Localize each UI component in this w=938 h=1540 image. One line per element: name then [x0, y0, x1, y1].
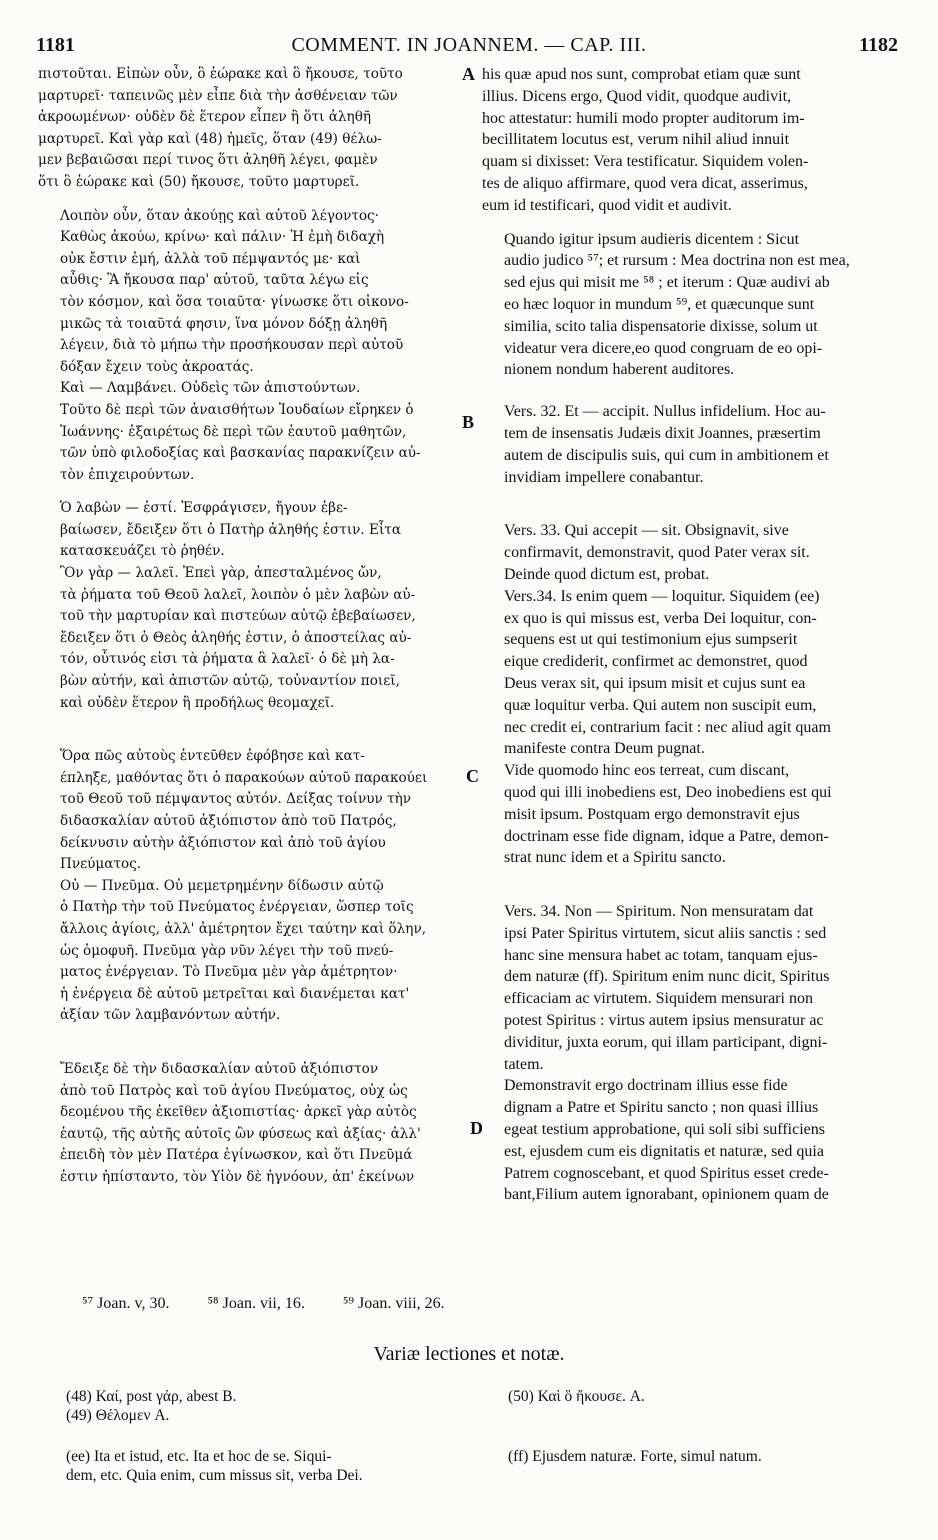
- text-line: nionem nondum haberent auditores.: [504, 361, 735, 379]
- text-line: διδασκαλίαν αὐτοῦ ἀξιόπιστον ἀπὸ τοῦ Πατρός,: [60, 813, 397, 829]
- text-line: Deus verax sit, qui ipsum misit et cujus sunt ea: [504, 674, 806, 692]
- text-line: ex quo is qui missus est, verba Dei loquitur, con-: [504, 609, 817, 627]
- text-line: ἐπειδὴ τὸν μὲν Πατέρα ἐγίνωσκον, καὶ ὅτι Πνεῦμά: [60, 1147, 413, 1164]
- text-line: μαρτυρεῖ· ταπεινῶς μὲν εἶπε διὰ τὴν ἀσθένειαν τῶν: [38, 87, 398, 104]
- text-line: μαρτυρεῖ. Καὶ γὰρ καὶ (48) ἡμεῖς, ὅταν (49) θέλω-: [38, 130, 382, 147]
- text-line: Deinde quod dictum est, probat.: [504, 565, 710, 583]
- greek-column: [38, 64, 458, 1189]
- text-line: Ὃν γὰρ — λαλεῖ. Ἐπεὶ γὰρ, ἀπεσταλμένος ὤν,: [60, 565, 382, 582]
- variant-48: (48) Καί, post γάρ, abest B.: [66, 1388, 237, 1405]
- text-line: ipsi Pater Spiritus virtutem, sicut aliis sanctis : sed: [504, 924, 827, 942]
- text-line: Καὶ — Λαμβάνει. Οὐδεὶς τῶν ἀπιστούντων.: [60, 380, 361, 397]
- text-line: ὡς ὁμοφυῆ. Πνεῦμα γὰρ νῦν λέγει τὴν τοῦ πνεύ-: [60, 942, 394, 959]
- latin-paragraph-6: [482, 760, 902, 869]
- text-line: αὖθις· Ἃ ἤκουσα παρ' αὐτοῦ, ταῦτα λέγω εἰς: [60, 272, 369, 289]
- text-line: sed ejus qui misit me ⁵⁸ ; et iterum : Quæ audivi ab: [504, 274, 830, 292]
- latin-paragraph-7: [482, 901, 902, 1075]
- page-number-left: 1181: [36, 34, 75, 56]
- text-line: ὅτι ὃ ἑώρακε καὶ (50) ἤκουσε, τοῦτο μαρτυρεῖ.: [38, 173, 360, 190]
- note-ee: [66, 1447, 363, 1485]
- greek-paragraph-2: [38, 206, 458, 379]
- text-line: videatur vera dicere,eo quod congruam de eo opi-: [504, 339, 823, 357]
- greek-paragraph-3: [38, 378, 458, 486]
- text-line: Λοιπὸν οὖν, ὅταν ἀκούῃς καὶ αὐτοῦ λέγοντος·: [60, 207, 379, 224]
- text-line: τῶν ὑπὸ φιλοδοξίας καὶ βασκανίας παρακνίζειν αὐ-: [60, 445, 421, 462]
- text-line: tatem.: [504, 1055, 544, 1073]
- text-line: τοῦ Θεοῦ τοῦ πέμψαντος αὐτόν. Δείξας τοίνυν τὴν: [60, 791, 412, 808]
- text-line: πιστοῦται. Εἰπὼν οὖν, ὃ ἑώρακε καὶ ὃ ἤκουσε, τοῦτο: [38, 66, 403, 82]
- text-line: tes de aliquo affirmare, quod vera dicat, asserimus,: [482, 174, 808, 192]
- note-ff: [508, 1447, 762, 1466]
- text-line: ἔδειξεν ὅτι ὁ Θεὸς ἀληθής ἐστιν, ὁ ἀποστείλας αὐ-: [60, 629, 412, 646]
- text-line: eo hæc loquor in mundum ⁵⁹, et quæcunque sunt: [504, 295, 815, 313]
- text-line: Οὐ — Πνεῦμα. Οὐ μεμετρημένην δίδωσιν αὐτῷ: [60, 877, 384, 894]
- text-line: Τοῦτο δὲ περὶ τῶν ἀναισθήτων Ἰουδαίων εἴρηκεν ὁ: [60, 401, 414, 418]
- text-line: δείκνυσιν αὐτὴν ἀξιόπιστον καὶ ἀπὸ τοῦ ἁγίου: [60, 834, 386, 851]
- text-line: τόν, οὗτινός εἰσι τὰ ῥήματα ἃ λαλεῖ· ὁ δὲ μὴ λα-: [60, 651, 395, 668]
- text-line: dividitur, juxta eorum, qui illam participant, digni-: [504, 1033, 828, 1051]
- text-line: strat nunc idem et a Spiritu sancto.: [504, 849, 726, 867]
- text-line: eum id testificari, quod vidit et audivit.: [482, 196, 732, 214]
- text-line: Vers. 33. Qui accepit — sit. Obsignavit, sive: [504, 522, 789, 540]
- latin-paragraph-3: [482, 401, 902, 488]
- text-line: ἀκροωμένων· οὐδὲν δὲ ἕτερον εἶπεν ἢ ὅτι ἀληθῆ: [38, 109, 372, 126]
- section-marker-a: A: [462, 64, 475, 84]
- text-line: τὸν κόσμον, καὶ ὅσα τοιαῦτα· γίνωσκε ὅτι οἰκονο-: [60, 293, 409, 310]
- note-ee-line-2: dem, etc. Quia enim, cum missus sit, verba Dei.: [66, 1467, 363, 1484]
- text-line: egeat testium approbatione, qui soli sibi sufficiens: [504, 1121, 825, 1139]
- text-line: δόξαν ἔχειν τοὺς ἀκροατάς.: [60, 358, 254, 375]
- note-ff-line: (ff) Ejusdem naturæ. Forte, simul natum.: [508, 1448, 762, 1465]
- note-ee-line-1: (ee) Ita et istud, etc. Ita et hoc de se. Siqui-: [66, 1448, 332, 1465]
- text-line: τὸν ἐπιχειρούντων.: [60, 466, 195, 483]
- text-line: hoc attestatur: humili modo propter auditorum im-: [482, 109, 805, 127]
- text-line: ἀξίαν τῶν λαμβανόντων αὐτήν.: [60, 1007, 281, 1024]
- variant-49: (49) Θέλομεν A.: [66, 1407, 170, 1424]
- greek-paragraph-1: [38, 64, 458, 194]
- text-line: misit ipsum. Postquam ergo demonstravit ejus: [504, 805, 800, 823]
- text-line: manifeste contra Deum pugnat.: [504, 740, 705, 758]
- text-line: ἀπὸ τοῦ Πατρὸς καὶ τοῦ ἁγίου Πνεύματος, οὐχ ὡς: [60, 1082, 408, 1099]
- text-line: Ἰωάννης· ἐξαιρέτως δὲ περὶ τῶν ἑαυτοῦ μαθητῶν,: [60, 423, 407, 440]
- text-line: ἑαυτῷ, τῆς αὐτῆς αὐτοῖς ὢν φύσεως καὶ ἀξίας· ἀλλ': [60, 1125, 421, 1142]
- greek-paragraph-7: [38, 876, 458, 1027]
- text-line: Demonstravit ergo doctrinam illius esse fide: [504, 1077, 788, 1095]
- text-line: Ὁ λαβὼν — ἐστί. Ἐσφράγισεν, ἤγουν ἐβε-: [60, 500, 348, 517]
- footnote-58: ⁵⁸ Joan. vii, 16.: [207, 1295, 305, 1312]
- section-marker-d: D: [470, 1118, 483, 1138]
- text-line: dem naturæ (ff). Spiritum enim nunc dicit, Spiritus: [504, 968, 830, 986]
- greek-paragraph-6: [38, 746, 458, 876]
- variae-left: [66, 1387, 236, 1425]
- latin-paragraph-8: [482, 1075, 902, 1206]
- latin-paragraph-1: [482, 64, 902, 217]
- text-line: κατασκευάζει τὸ ῥηθέν.: [60, 543, 225, 560]
- text-line: βαίωσεν, ἔδειξεν ὅτι ὁ Πατὴρ ἀληθής ἐστιν. Εἶτα: [60, 521, 402, 538]
- text-line: οὐκ ἔστιν ἐμή, ἀλλὰ τοῦ πέμψαντός με· καὶ: [60, 250, 361, 267]
- text-line: βὼν αὐτήν, καὶ ἀπιστῶν αὐτῷ, τοὐναντίον ποιεῖ,: [60, 673, 400, 690]
- text-line: illius. Dicens ergo, Quod vidit, quodque audivit,: [482, 87, 792, 105]
- footnote-59: ⁵⁹ Joan. viii, 26.: [342, 1295, 445, 1312]
- text-line: Vers. 34. Non — Spiritum. Non mensuratam dat: [504, 903, 814, 921]
- latin-paragraph-2: [482, 229, 902, 382]
- text-line: ματος ἐνέργειαν. Τὸ Πνεῦμα μὲν γὰρ ἀμέτρητον·: [60, 964, 398, 981]
- text-line: invidiam impellere conabantur.: [504, 468, 704, 486]
- text-line: Πνεύματος.: [60, 856, 142, 873]
- text-line: Vide quomodo hinc eos terreat, cum discant,: [504, 762, 790, 780]
- text-line: Vers.34. Is enim quem — loquitur. Siquidem (ee): [504, 587, 820, 605]
- text-line: Quando igitur ipsum audieris dicentem : Sicut: [504, 230, 800, 248]
- running-title: COMMENT. IN JOANNEM. — CAP. III.: [291, 34, 647, 56]
- text-line: δεομένου τῆς ἐκεῖθεν ἀξιοπιστίας· ἀρκεῖ γὰρ αὐτὸς: [60, 1104, 417, 1121]
- text-line: quod qui illi inobediens est, Deo inobediens est qui: [504, 783, 832, 801]
- text-line: bant,Filium autem ignorabant, opinionem quam de: [504, 1186, 829, 1204]
- text-line: potest Spiritus : virtus autem ipsius mensuratur ac: [504, 1012, 824, 1030]
- latin-column: [482, 64, 902, 1206]
- text-line: Ἔδειξε δὲ τὴν διδασκαλίαν αὐτοῦ ἀξιόπιστον: [60, 1060, 379, 1077]
- footnote-references: [82, 1295, 479, 1313]
- text-line: doctrinam esse fide dignam, idque a Patre, demon-: [504, 827, 829, 845]
- variant-50: (50) Καὶ ὃ ἤκουσε. A.: [508, 1388, 645, 1405]
- text-line: becillitatem locutus est, verum nihil aliud innuit: [482, 131, 790, 149]
- text-line: μικῶς τὰ τοιαῦτά φησιν, ἵνα μόνον δόξῃ ἀληθῆ: [60, 315, 388, 332]
- text-line: ἄλλοις ἁγίοις, ἀλλ' ἀμέτρητον ἔχει ταύτην καὶ ὅλην,: [60, 920, 427, 937]
- latin-paragraph-5: [482, 586, 902, 760]
- text-line: quam si dixisset: Vera testificatur. Siquidem volen-: [482, 153, 809, 171]
- text-line: καὶ οὐδὲν ἕτερον ἢ προδήλως θεομαχεῖ.: [60, 694, 335, 711]
- footnote-57: ⁵⁷ Joan. v, 30.: [82, 1295, 170, 1312]
- text-line: quæ loquitur verba. Qui autem non suscipit eum,: [504, 696, 817, 714]
- text-line: similia, scito talia dispensatorie dixisse, solum ut: [504, 317, 818, 335]
- text-line: hanc sine mensura habet ac totam, tanquam ejus-: [504, 946, 818, 964]
- text-line: Vers. 32. Et — accipit. Nullus infidelium. Hoc au-: [504, 403, 826, 421]
- variae-right: [508, 1387, 645, 1406]
- variae-lectiones-title: Variæ lectiones et notæ.: [373, 1343, 565, 1365]
- text-line: dignam a Patre et Spiritu sancto ; non quasi illius: [504, 1099, 819, 1117]
- section-marker-c: C: [466, 766, 479, 786]
- greek-paragraph-8: [38, 1059, 458, 1189]
- text-line: έπληξε, μαθόντας ὅτι ὁ παρακούων αὐτοῦ παρακούει: [60, 769, 428, 786]
- text-line: confirmavit, demonstravit, quod Pater verax sit.: [504, 544, 810, 562]
- running-header: [0, 34, 938, 62]
- text-line: tem de insensatis Judæis dixit Joannes, præsertim: [504, 424, 821, 442]
- greek-paragraph-5: [38, 563, 458, 714]
- text-line: efficaciam ac virtutem. Siquidem mensurari non: [504, 990, 813, 1008]
- text-line: autem de discipulis suis, qui cum in ambitionem et: [504, 446, 829, 464]
- text-line: Ὅρα πῶς αὐτοὺς ἐντεῦθεν ἐφόβησε καὶ κατ-: [60, 748, 365, 765]
- text-line: Patrem cognoscebant, et quod Spiritus esset crede-: [504, 1164, 829, 1182]
- text-line: ἐστιν ἠπίσταντο, τὸν Υἱὸν δὲ ἠγνόουν, ἀπ' ἐκείνων: [60, 1168, 415, 1185]
- text-line: his quæ apud nos sunt, comprobat etiam quæ sunt: [482, 66, 801, 83]
- greek-paragraph-4: [38, 498, 458, 563]
- text-line: eique crediderit, confirmet ac demonstret, quod: [504, 653, 808, 671]
- text-line: Καθὼς ἀκούω, κρίνω· καὶ πάλιν· Ἡ ἐμὴ διδαχὴ: [60, 229, 385, 246]
- text-line: τὰ ῥήματα τοῦ Θεοῦ λαλεῖ, λοιπὸν ὁ μὲν λαβὼν αὐ-: [60, 586, 416, 603]
- page-number-right: 1182: [859, 34, 898, 56]
- text-line: λέγειν, διὰ τὸ μήπω τὴν προσήκουσαν περὶ αὐτοῦ: [60, 337, 404, 354]
- text-line: τοῦ τὴν μαρτυρίαν καὶ πιστεύων αὐτῷ ἐβεβαίωσεν,: [60, 608, 416, 625]
- text-line: ὁ Πατὴρ τὴν τοῦ Πνεύματος ἐνέργειαν, ὥσπερ τοῖς: [60, 899, 414, 916]
- text-line: μεν βεβαιῶσαι περί τινος ὅτι ἀληθῆ λέγει, φαμὲν: [38, 152, 378, 169]
- section-marker-b: B: [462, 412, 475, 432]
- text-line: ἡ ἐνέργεια δὲ αὐτοῦ μετρεῖται καὶ διανέμεται κατ': [60, 985, 410, 1002]
- text-line: nec credit ei, contrarium facit : nec aliud agit quam: [504, 718, 831, 736]
- latin-paragraph-4: [482, 520, 902, 585]
- text-line: est, ejusdem cum eis dignitatis et naturæ, sed quia: [504, 1142, 824, 1160]
- text-line: audio judico ⁵⁷; et rursum : Mea doctrina non est mea,: [504, 252, 850, 270]
- text-line: sequens est ut qui testimonium ejus sumpserit: [504, 631, 798, 649]
